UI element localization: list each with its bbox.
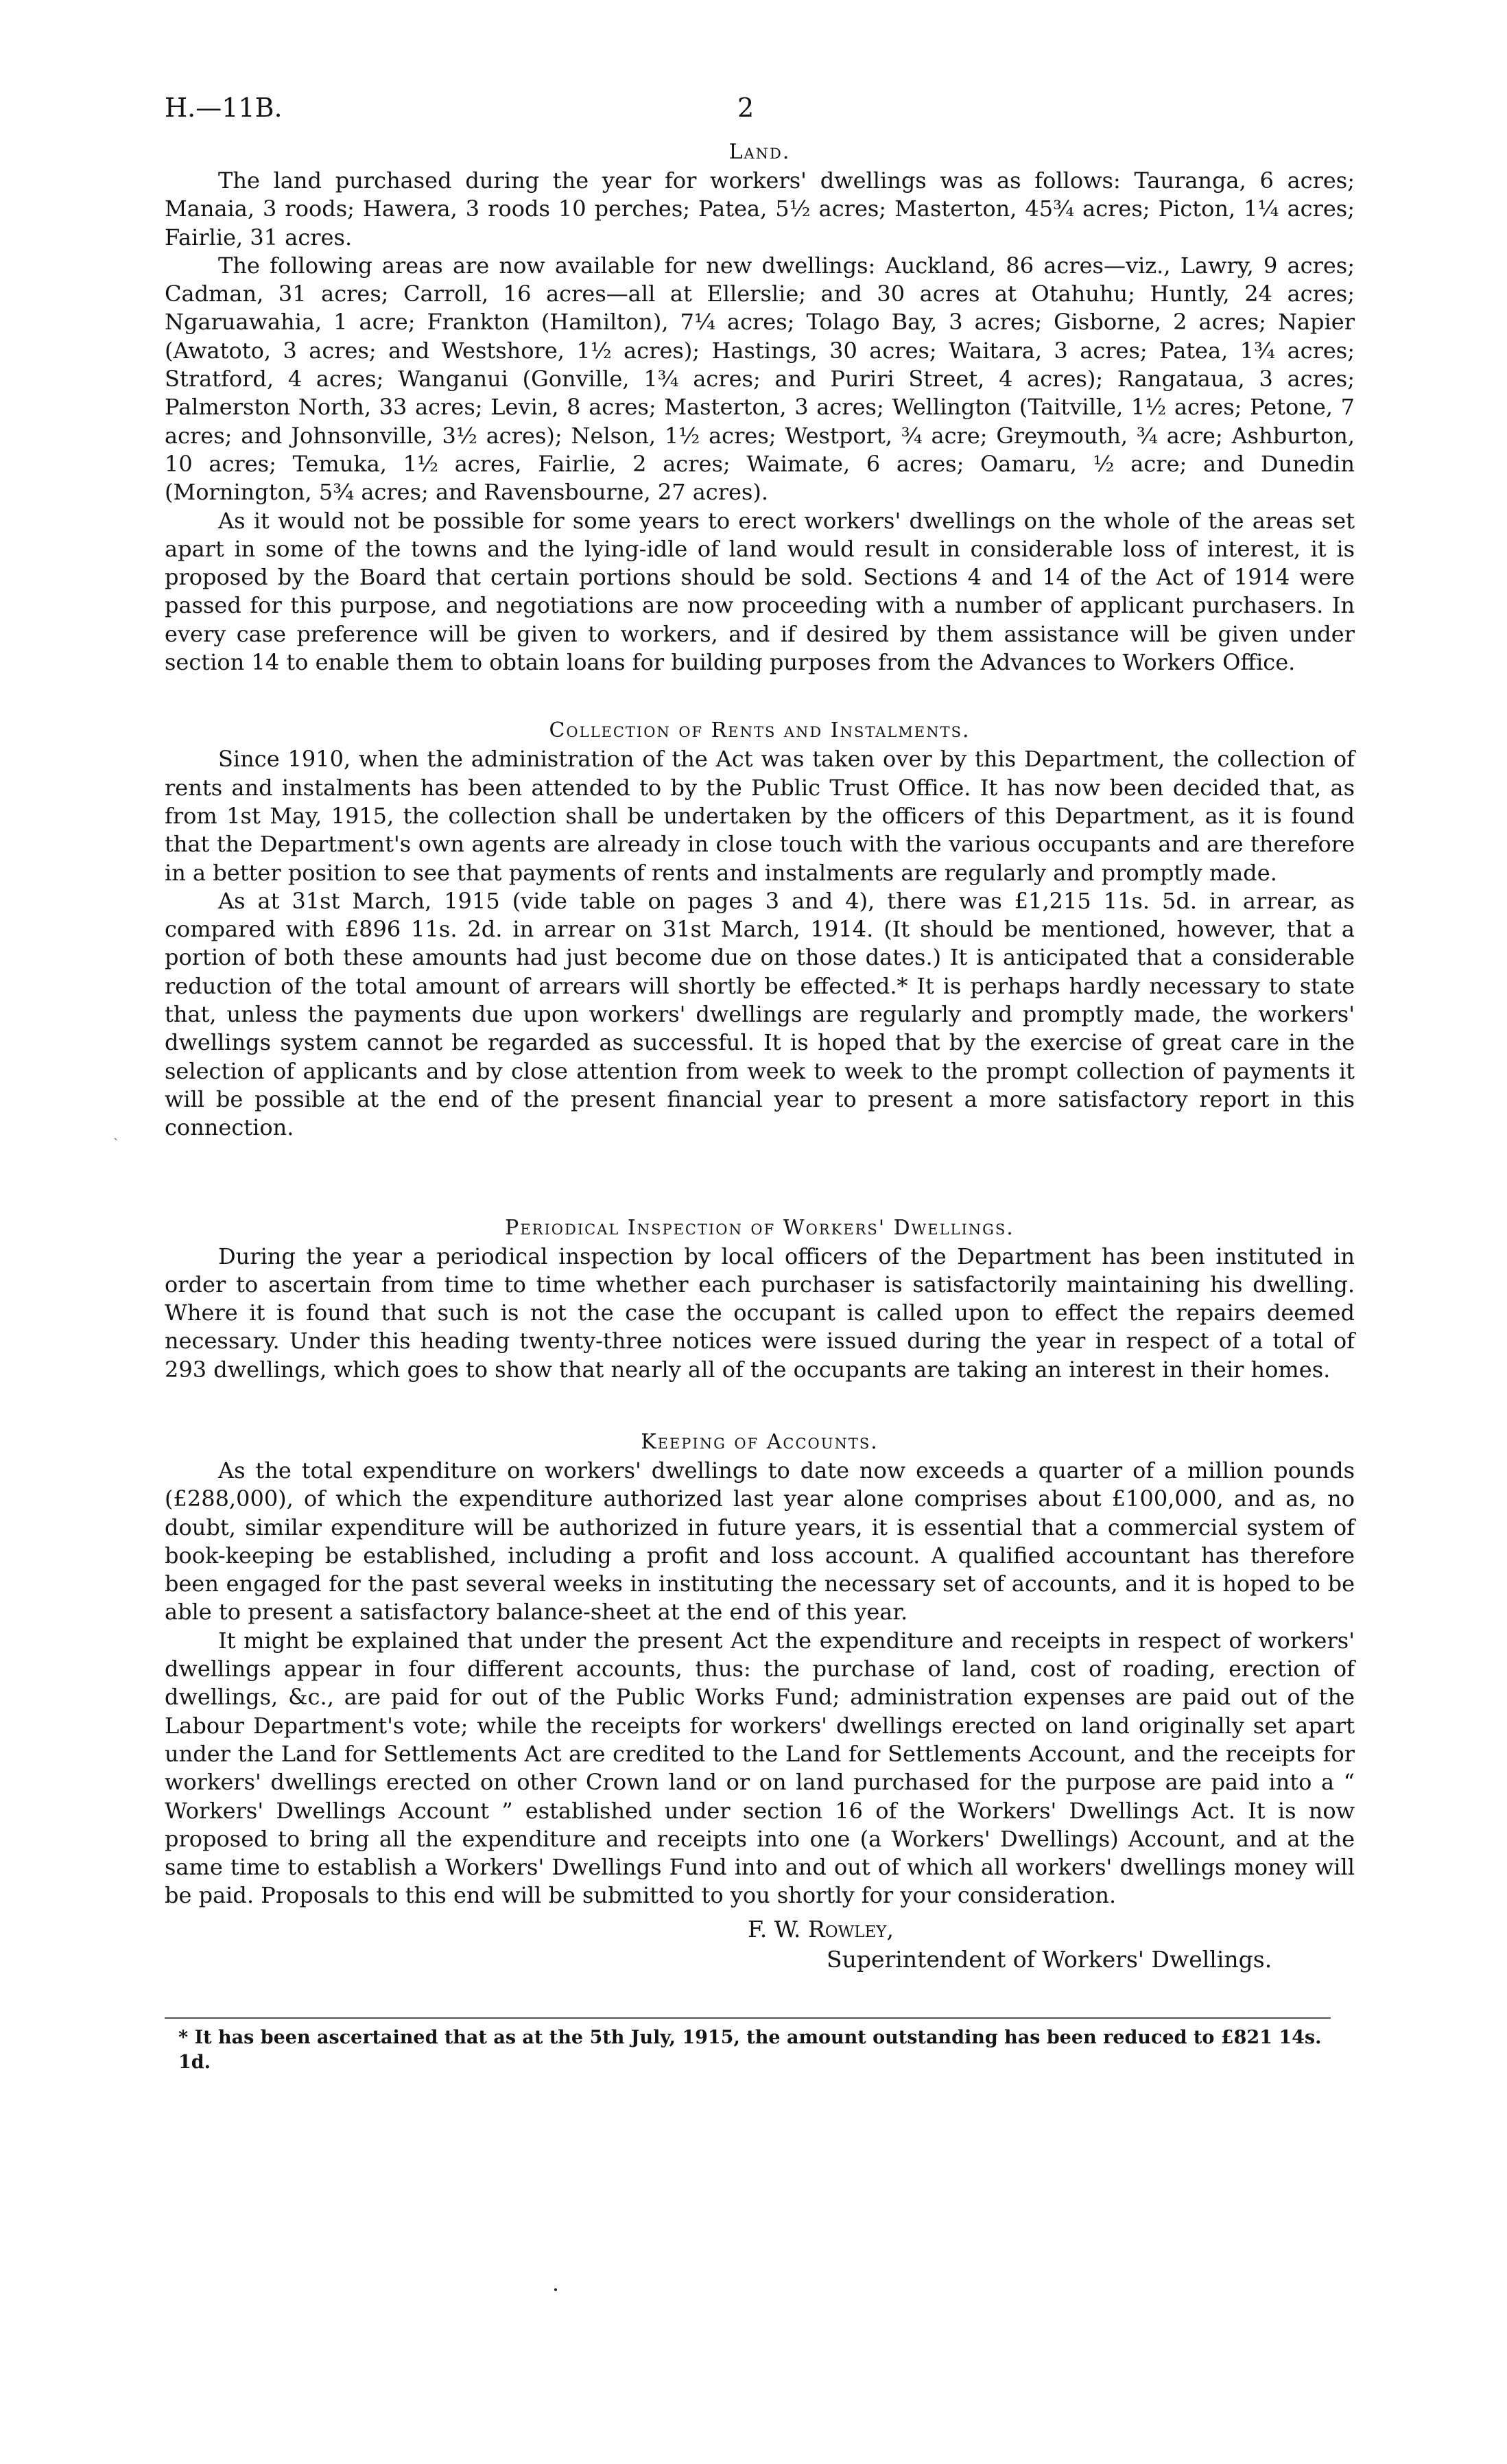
document-reference: H.—11B.: [165, 93, 283, 123]
signatory-title: Superintendent of Workers' Dwellings.: [827, 1945, 1272, 1973]
paragraph: As at 31st March, 1915 (vide table on pages 3 and 4), there was £1,215 11s. 5d. in arrear, as compared with £896 11s. 2d. in arrear on 31st March, 1914. (It should be mentioned, however, that a portion of both these amounts had just become due on those dates.) It is anticipated that a considerable reduction of the total amount of arrears will shortly be effected.* It is perhaps hardly necessary to state that, unless the payments due upon workers' dwellings are regularly and promptly made, the workers' dwellings system cannot be regarded as successful. It is hoped that by the exercise of great care in the selection of applicants and by close attention from week to week to the prompt collection of payments it will be possible at the end of the present financial year to present a more satisfactory report in this connection.: [165, 887, 1355, 1141]
page-number: 2: [737, 93, 755, 123]
section-keeping-accounts: [165, 1428, 1355, 1910]
page-header: [165, 93, 1355, 134]
paragraph: During the year a periodical inspection by local officers of the Department has been instituted in order to ascertain from time to time whether each purchaser is satisfactorily maintaining his dwelling. Where it is found that such is not the case the occupant is called upon to effect the repairs deemed necessary. Under this heading twenty-three notices were issued during the year in respect of a total of 293 dwellings, which goes to show that nearly all of the occupants are taking an interest in their homes.: [165, 1243, 1355, 1383]
paragraph: The following areas are now available for new dwellings: Auckland, 86 acres—viz., Lawry, 9 acres; Cadman, 31 acres; Carroll, 16 acres—all at Ellerslie; and 30 acres at Otahuhu; Huntly, 24 acres; Ngaruawahia, 1 acre; Frankton (Hamilton), 7¼ acres; Tolago Bay, 3 acres; Gisborne, 2 acres; Napier (Awatoto, 3 acres; and Westshore, 1½ acres); Hastings, 30 acres; Waitara, 3 acres; Patea, 1¾ acres; Stratford, 4 acres; Wanganui (Gonville, 1¾ acres; and Puriri Street, 4 acres); Rangataua, 3 acres; Palmerston North, 33 acres; Levin, 8 acres; Masterton, 3 acres; Wellington (Taitville, 1½ acres; Petone, 7 acres; and Johnsonville, 3½ acres); Nelson, 1½ acres; Westport, ¾ acre; Greymouth, ¾ acre; Ashburton, 10 acres; Temuka, 1½ acres, Fairlie, 2 acres; Waimate, 6 acres; Oamaru, ½ acre; and Dunedin (Mornington, 5¾ acres; and Ravensbourne, 27 acres).: [165, 252, 1355, 506]
section-heading-keeping-accounts: Keeping of Accounts.: [641, 1429, 879, 1454]
print-speck: [554, 2288, 557, 2291]
paragraph: The land purchased during the year for workers' dwellings was as follows: Tauranga, 6 acres; Manaia, 3 roods; Hawera, 3 roods 10 perches; Patea, 5½ acres; Masterton, 45¾ acres; Picton, 1¼ acres; Fairlie, 31 acres.: [165, 167, 1355, 250]
paragraph: As it would not be possible for some years to erect workers' dwellings on the whole of the areas set apart in some of the towns and the lying-idle of land would result in considerable loss of interest, it is proposed by the Board that certain portions should be sold. Sections 4 and 14 of the Act of 1914 were passed for this purpose, and negotiations are now proceeding with a number of applicant purchasers. In every case preference will be given to workers, and if desired by them assistance will be given under section 14 to enable them to obtain loans for building purposes from the Advances to Workers Office.: [165, 507, 1355, 676]
margin-mark: ˎ: [113, 1124, 119, 1141]
section-land: [165, 138, 1355, 677]
section-periodical-inspection: [165, 1214, 1355, 1384]
section-collection: [165, 716, 1355, 1142]
section-heading-collection: Collection of Rents and Instalments.: [549, 718, 971, 743]
paragraph: As the total expenditure on workers' dwellings to date now exceeds a quarter of a million pounds (£288,000), of which the expenditure authorized last year alone comprises about £100,000, and as, no doubt, similar expenditure will be authorized in future years, it is essential that a commercial system of book-keeping be established, including a profit and loss account. A qualified accountant has therefore been engaged for the past several weeks in instituting the necessary set of accounts, and it is hoped to be able to present a satisfactory balance-sheet at the end of this year.: [165, 1457, 1355, 1626]
signatory-name: F. W. Rowley,: [748, 1915, 894, 1943]
section-heading-periodical-inspection: Periodical Inspection of Workers' Dwellings.: [505, 1215, 1014, 1240]
section-heading-land: Land.: [728, 140, 791, 164]
signature-block: [165, 1914, 1355, 1975]
document-page: [165, 93, 1355, 2075]
footnote: * It has been ascertained that as at the 5th July, 1915, the amount outstanding has been reduced to £821 14s. 1d.: [178, 2026, 1322, 2073]
paragraph: Since 1910, when the administration of the Act was taken over by this Department, the collection of rents and instalments has been attended to by the Public Trust Office. It has now been decided that, as from 1st May, 1915, the collection shall be undertaken by the officers of this Department, as it is found that the Department's own agents are already in close touch with the various occupants and are therefore in a better position to see that payments of rents and instalments are regularly and promptly made.: [165, 746, 1355, 886]
footnote-divider: [165, 2017, 1331, 2019]
paragraph: It might be explained that under the present Act the expenditure and receipts in respect of workers' dwellings appear in four different accounts, thus: the purchase of land, cost of roading, erection of dwellings, &c., are paid for out of the Public Works Fund; administration expenses are paid out of the Labour Department's vote; while the receipts for workers' dwellings erected on land originally set apart under the Land for Settlements Act are credited to the Land for Settlements Account, and the receipts for workers' dwellings erected on other Crown land or on land purchased for the purpose are paid into a “ Workers' Dwellings Account ” established under section 16 of the Workers' Dwellings Act. It is now proposed to bring all the expenditure and receipts into one (a Workers' Dwellings) Account, and at the same time to establish a Workers' Dwellings Fund into and out of which all workers' dwellings money will be paid. Proposals to this end will be submitted to you shortly for your consideration.: [165, 1627, 1355, 1909]
